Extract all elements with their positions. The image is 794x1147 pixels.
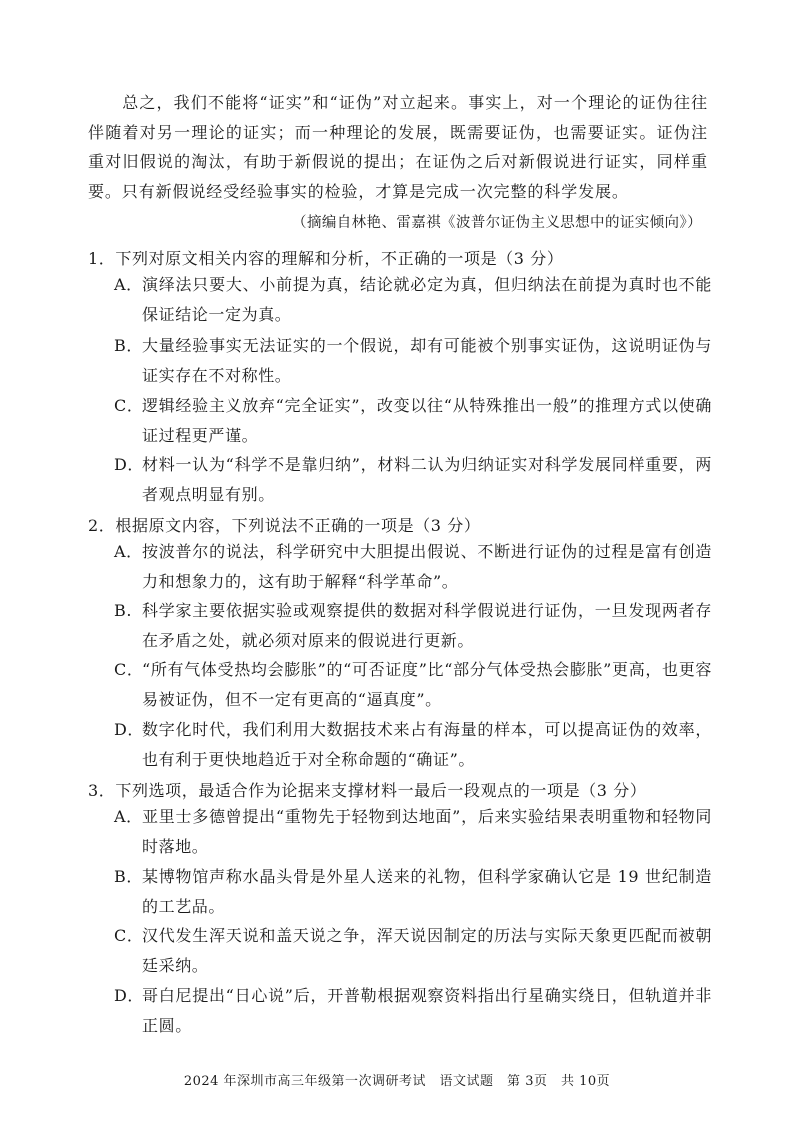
question-2-stem: 2．根据原文内容，下列说法不正确的一项是（3 分） [88, 516, 481, 535]
option-text: 演绎法只要大、小前提为真，结论就必定为真，但归纳法在前提为真时也不能保证结论一定为真。 [142, 275, 712, 324]
option-letter: A． [114, 807, 143, 826]
question-3-stem: 3．下列选项，最适合作为论据来支撑材料一最后一段观点的一项是（3 分） [88, 781, 647, 800]
option-text: 亚里士多德曾提出“重物先于轻物到达地面”，后来实验结果表明重物和轻物同时落地。 [142, 807, 712, 856]
question-2-option-d [114, 715, 712, 774]
question-1-option-c [114, 391, 712, 450]
option-letter: B． [114, 336, 143, 355]
option-letter: B. [114, 601, 133, 620]
option-letter: C． [114, 396, 144, 415]
option-letter: A． [114, 275, 143, 294]
option-letter: D． [114, 455, 145, 474]
question-3-option-a [114, 802, 712, 861]
question-1-option-d [114, 450, 712, 509]
option-text: 数字化时代，我们利用大数据技术来占有海量的样本，可以提高证伪的效率，也有利于更快地趋近于对全称命题的“确证”。 [142, 720, 712, 769]
option-letter: D． [114, 720, 145, 739]
page-footer: 2024 年深圳市高三年级第一次调研考试 语文试题 第 3页 共 10页 [183, 1074, 611, 1089]
option-text: 科学家主要依据实验或观察提供的数据对科学假说进行证伪，一旦发现两者存在矛盾之处，就必须对原来的假说进行更新。 [142, 601, 712, 650]
option-letter: B． [114, 867, 143, 886]
question-3-option-b [114, 862, 712, 921]
option-text: 某博物馆声称水晶头骨是外星人送来的礼物，但科学家确认它是 19 世纪制造的工艺品。 [142, 867, 712, 916]
option-text: 材料一认为“科学不是靠归纳”，材料二认为归纳证实对科学发展同样重要，两者观点明显有别。 [142, 455, 712, 504]
option-text: 汉代发生浑天说和盖天说之争，浑天说因制定的历法与实际天象更匹配而被朝廷采纳。 [142, 926, 712, 975]
question-2-option-a [114, 537, 712, 596]
question-1-option-a [114, 270, 712, 329]
option-text: “所有气体受热均会膨胀”的“可否证度”比“部分气体受热会膨胀”更高，也更容易被证伪，但不一定有更高的“逼真度”。 [142, 660, 712, 709]
question-1-stem: 1．下列对原文相关内容的理解和分析，不正确的一项是（3 分） [88, 249, 564, 268]
question-1-option-b [114, 331, 712, 390]
question-2-option-c [114, 655, 712, 714]
question-3-option-d [114, 981, 712, 1040]
option-letter: D． [114, 986, 145, 1005]
passage-source: （摘编自林艳、雷嘉祺《波普尔证伪主义思想中的证实倾向》） [292, 215, 702, 231]
option-text: 大量经验事实无法证实的一个假说，却有可能被个别事实证伪，这说明证伪与证实存在不对称性。 [142, 336, 712, 385]
question-3-option-c [114, 921, 712, 980]
option-text: 按波普尔的说法，科学研究中大胆提出假说、不断进行证伪的过程是富有创造力和想象力的，这有助于解释“科学革命”。 [142, 542, 712, 591]
passage-text: 总之，我们不能将“证实”和“证伪”对立起来。事实上，对一个理论的证伪往往伴随着对另一理论的证实；而一种理论的发展，既需要证伪，也需要证实。证伪注重对旧假说的淘汰，有助于新假说的提出；在证伪之后对新假说进行证实，同样重要。只有新假说经受经验事实的检验，才算是完成一次完整的科学发展。 [88, 93, 708, 201]
option-text: 逻辑经验主义放弃“完全证实”，改变以往“从特殊推出一般”的推理方式以使确证过程更严谨。 [142, 396, 712, 445]
passage-paragraph [88, 88, 708, 206]
option-letter: A． [114, 542, 143, 561]
option-letter: C． [114, 660, 144, 679]
option-letter: C． [114, 926, 144, 945]
option-text: 哥白尼提出“日心说”后，开普勒根据观察资料指出行星确实绕日，但轨道并非正圆。 [142, 986, 712, 1035]
question-2-option-b [114, 596, 712, 655]
